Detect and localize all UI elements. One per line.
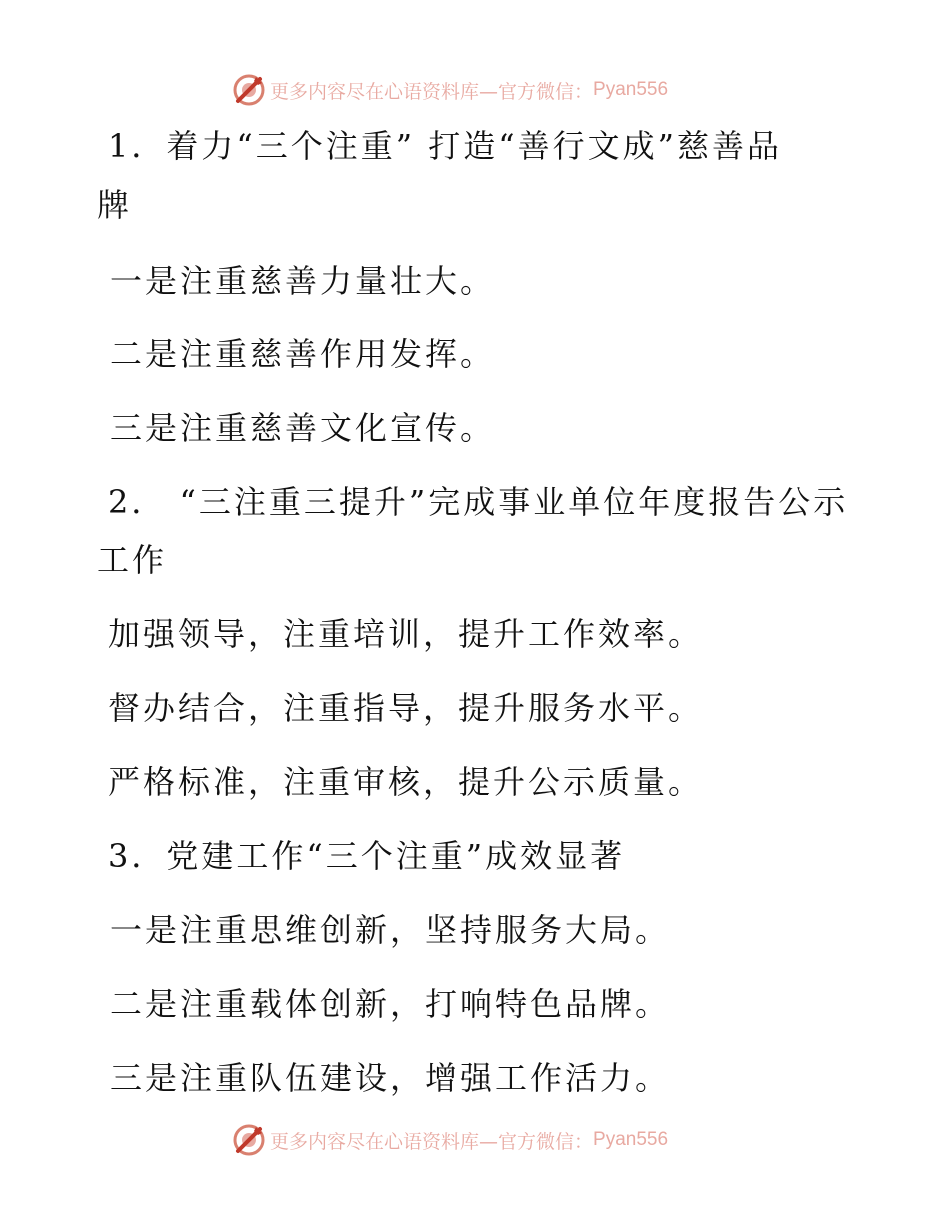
heading-2: 2． “三注重三提升”完成事业单位年度报告公示 bbox=[108, 483, 849, 521]
paragraph-line: 三是注重队伍建设，增强工作活力。 bbox=[110, 1059, 671, 1097]
watermark-wechat-id: Pyan556 bbox=[593, 79, 669, 100]
paragraph-line: 二是注重慈善作用发挥。 bbox=[110, 335, 496, 373]
heading-2-continued: 工作 bbox=[97, 541, 168, 579]
paragraph-line: 二是注重载体创新，打响特色品牌。 bbox=[110, 985, 671, 1023]
paragraph-line: 一是注重思维创新，坚持服务大局。 bbox=[110, 911, 671, 949]
watermark-wechat-id: Pyan556 bbox=[593, 1129, 669, 1150]
footer-watermark bbox=[232, 1122, 668, 1158]
heading-1-continued: 牌 bbox=[97, 186, 133, 224]
paragraph-line: 督办结合，注重指导，提升服务水平。 bbox=[108, 689, 704, 727]
watermark-text: 更多内容尽在心语资料库—官方微信： bbox=[270, 1130, 594, 1153]
heading-3: 3．党建工作“三个注重”成效显著 bbox=[108, 837, 626, 875]
paragraph-line: 一是注重慈善力量壮大。 bbox=[110, 262, 496, 300]
paragraph-line: 加强领导，注重培训，提升工作效率。 bbox=[108, 615, 704, 653]
heading-1: 1．着力“三个注重” 打造“善行文成”慈善品 bbox=[108, 127, 782, 165]
paragraph-line: 三是注重慈善文化宣传。 bbox=[110, 409, 496, 447]
brand-logo-icon bbox=[232, 1123, 266, 1157]
watermark-text: 更多内容尽在心语资料库—官方微信： bbox=[270, 80, 594, 103]
paragraph-line: 严格标准，注重审核，提升公示质量。 bbox=[108, 763, 704, 801]
